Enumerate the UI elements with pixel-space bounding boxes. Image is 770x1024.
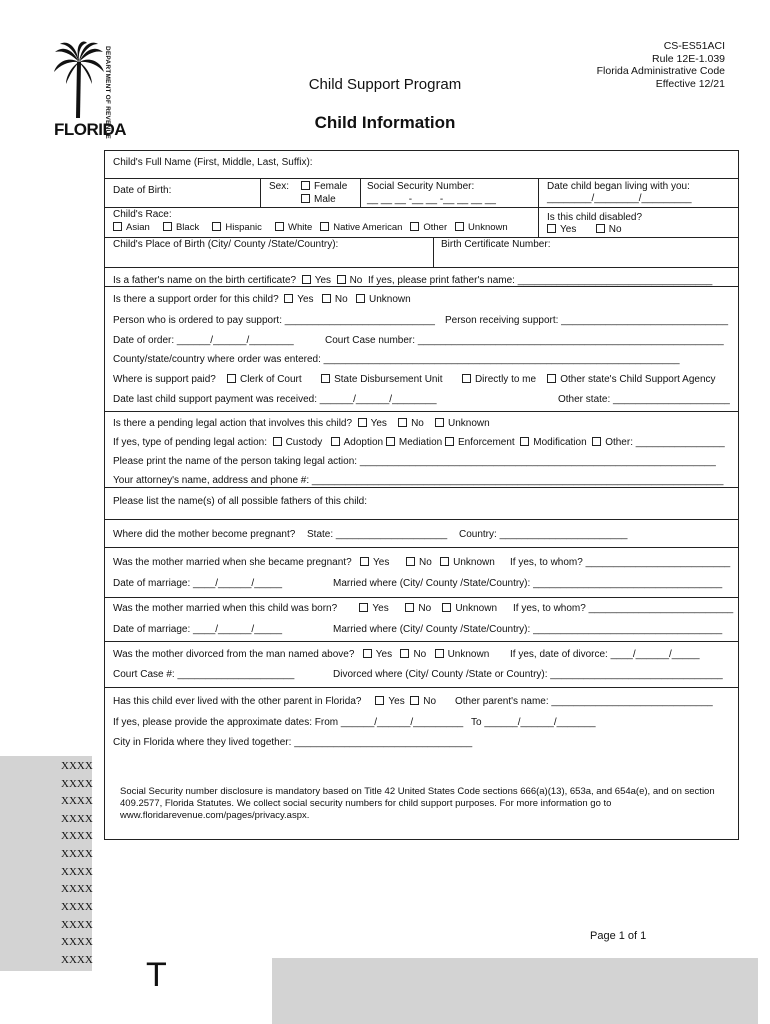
paid-clerk-option[interactable]: Clerk of Court: [227, 374, 302, 385]
checkbox-icon[interactable]: [375, 696, 384, 705]
side-mark: XXXX: [61, 760, 93, 772]
checkbox-icon[interactable]: [435, 649, 444, 658]
checkbox-icon[interactable]: [386, 437, 395, 446]
disabled-question: Is this child disabled?: [547, 212, 643, 223]
sex-label: Sex:: [269, 181, 290, 192]
race-white-option[interactable]: White: [275, 222, 312, 233]
support-order-no-option[interactable]: No: [322, 294, 348, 305]
disabled-options: [547, 224, 622, 235]
checkbox-icon[interactable]: [462, 374, 471, 383]
court-case-2-field[interactable]: Court Case #: _____________________: [113, 669, 295, 680]
checkbox-icon[interactable]: [359, 603, 368, 612]
pending-unknown-option[interactable]: Unknown: [435, 418, 490, 429]
pending-type-question: If yes, type of pending legal action: Custody Adoption Mediation Enforcement Modification Other: ________________: [113, 437, 725, 448]
father-yes-option[interactable]: Yes: [302, 275, 331, 286]
pending-mediation-option[interactable]: Mediation: [386, 437, 442, 448]
side-mark: XXXX: [61, 795, 93, 807]
checkbox-icon[interactable]: [547, 374, 556, 383]
checkbox-icon[interactable]: [284, 294, 293, 303]
checkbox-icon[interactable]: [113, 222, 122, 231]
date-of-marriage-1-field[interactable]: Date of marriage: ____/______/_____: [113, 578, 283, 589]
checkbox-icon[interactable]: [322, 294, 331, 303]
married-pregnant-question: Was the mother married when she became pregnant? Yes No Unknown: [113, 557, 495, 568]
paid-direct-option[interactable]: Directly to me: [462, 374, 536, 385]
checkbox-icon[interactable]: [363, 649, 372, 658]
paid-sdu-option[interactable]: State Disbursement Unit: [321, 374, 442, 385]
place-of-birth-field[interactable]: Child's Place of Birth (City/ County /State/Country):: [113, 239, 339, 250]
checkbox-icon[interactable]: [302, 275, 311, 284]
checkbox-icon[interactable]: [410, 696, 419, 705]
form-admin-code: Florida Administrative Code: [596, 65, 725, 77]
possible-fathers-field[interactable]: Please list the name(s) of all possible fathers of this child:: [113, 496, 368, 507]
side-mark: XXXX: [61, 901, 93, 913]
form-rule: Rule 12E-1.039: [652, 52, 725, 65]
side-mark-bar: [0, 756, 92, 971]
side-mark: XXXX: [61, 883, 93, 895]
side-mark: XXXX: [61, 778, 93, 790]
checkbox-icon[interactable]: [163, 222, 172, 231]
side-mark: XXXX: [61, 813, 93, 825]
race-asian-option[interactable]: Asian: [113, 222, 150, 233]
divorced-yes-option[interactable]: Yes: [363, 649, 392, 660]
checkbox-icon[interactable]: [445, 437, 454, 446]
married-pregnant-unknown-option[interactable]: Unknown: [440, 557, 495, 568]
checkbox-icon[interactable]: [455, 222, 464, 231]
checkbox-icon[interactable]: [405, 603, 414, 612]
support-order-yes-option[interactable]: Yes: [284, 294, 313, 305]
checkbox-icon[interactable]: [410, 222, 419, 231]
checkbox-icon[interactable]: [435, 418, 444, 427]
married-pregnant-whom-field[interactable]: If yes, to whom? __________________________: [510, 557, 731, 568]
race-black-option[interactable]: Black: [163, 222, 199, 233]
county-order-field[interactable]: County/state/country where order was entered: ________________________________________________________________: [113, 354, 680, 365]
checkbox-icon[interactable]: [301, 181, 310, 190]
pending-action-question: Is there a pending legal action that involves this child? Yes No Unknown: [113, 418, 490, 429]
father-name-question: Is a father's name on the birth certificate? Yes No If yes, please print father's name: ___________________________________: [113, 275, 713, 286]
race-native-american-option[interactable]: Native American: [320, 222, 402, 233]
lived-florida-question: Has this child ever lived with the other parent in Florida? Yes No: [113, 696, 437, 707]
side-mark: XXXX: [61, 936, 93, 948]
checkbox-icon[interactable]: [440, 557, 449, 566]
other-parent-name-field[interactable]: Other parent's name: _____________________________: [455, 696, 713, 707]
race-hispanic-option[interactable]: Hispanic: [212, 222, 261, 233]
checkbox-icon[interactable]: [301, 194, 310, 203]
support-order-unknown-option[interactable]: Unknown: [356, 294, 411, 305]
pending-modification-option[interactable]: Modification: [520, 437, 586, 448]
checkbox-icon[interactable]: [356, 294, 365, 303]
where-paid-question: Where is support paid? Clerk of Court State Disbursement Unit Directly to me Other state's Child Support Agency: [113, 374, 716, 385]
ordered-to-pay-field[interactable]: Person who is ordered to pay support: ___________________________: [113, 315, 435, 326]
father-name-field[interactable]: If yes, please print father's name: ___________________________________: [367, 275, 713, 286]
date-of-marriage-2-field[interactable]: Date of marriage: ____/______/_____: [113, 624, 283, 635]
dates-to-field[interactable]: To ______/______/_______: [471, 717, 596, 728]
date-of-order-field[interactable]: Date of order: ______/______/________: [113, 335, 294, 346]
program-name: Child Support Program: [308, 76, 462, 93]
form-effective: Effective 12/21: [655, 77, 725, 90]
married-where-2-field[interactable]: Married where (City/ County /State/Country): __________________________________: [333, 624, 723, 635]
full-name-field[interactable]: Child's Full Name (First, Middle, Last, Suffix):: [113, 157, 313, 168]
pending-yes-option[interactable]: Yes: [358, 418, 387, 429]
checkbox-icon[interactable]: [273, 437, 282, 446]
person-taking-action-field[interactable]: Please print the name of the person taking legal action: ________________________________________________________________: [113, 456, 716, 467]
footer-gray-box: [272, 958, 758, 1024]
date-living-field[interactable]: ________/________/_________: [547, 193, 692, 204]
page-title: Child Information: [314, 113, 456, 132]
race-label: Child's Race:: [113, 209, 172, 220]
dob-field[interactable]: Date of Birth:: [113, 185, 172, 196]
logo-florida-text: FLORIDA: [54, 120, 127, 139]
pending-enforcement-option[interactable]: Enforcement: [445, 437, 515, 448]
divorced-where-field[interactable]: Divorced where (City/ County /State or Country): _______________________________: [333, 669, 723, 680]
disabled-yes-option[interactable]: Yes: [547, 224, 576, 235]
married-born-unknown-option[interactable]: Unknown: [442, 603, 497, 614]
side-mark: XXXX: [61, 866, 93, 878]
divorced-question: Was the mother divorced from the man named above? Yes No Unknown: [113, 649, 490, 660]
checkbox-icon[interactable]: [337, 275, 346, 284]
married-pregnant-yes-option[interactable]: Yes: [360, 557, 389, 568]
court-case-number-field[interactable]: Court Case number: _______________________________________________________: [325, 335, 724, 346]
divorced-no-option[interactable]: No: [400, 649, 426, 660]
attorney-field[interactable]: Your attorney's name, address and phone #: __________________________________________________________________________: [113, 475, 724, 486]
checkbox-icon[interactable]: [592, 437, 601, 446]
pregnant-country-field[interactable]: Country: _______________________: [459, 529, 628, 540]
checkbox-icon[interactable]: [320, 222, 329, 231]
checkbox-icon[interactable]: [360, 557, 369, 566]
lived-yes-option[interactable]: Yes: [375, 696, 404, 707]
ssn-disclosure-note: Social Security number disclosure is mandatory based on Title 42 United States Code sections 666(a)(13), 653a, and 654a(e), and on section 409.2577, Florida Statutes. We collect social security numbers for child support purposes. For more information go to www.floridarevenue.com/pages/privacy.aspx.: [120, 786, 715, 821]
checkbox-icon[interactable]: [321, 374, 330, 383]
checkbox-icon[interactable]: [547, 224, 556, 233]
lived-no-option[interactable]: No: [410, 696, 436, 707]
other-state-field[interactable]: Other state: _____________________: [558, 394, 730, 405]
ssn-field[interactable]: __ __ __ -__ __ -__ __ __ __: [367, 194, 496, 205]
disabled-no-option[interactable]: No: [596, 224, 622, 235]
pregnant-state-field[interactable]: State: ____________________: [307, 529, 448, 540]
paid-other-state-option[interactable]: Other state's Child Support Agency: [547, 374, 715, 385]
department-text: DEPARTMENT OF REVENUE: [104, 46, 111, 139]
checkbox-icon[interactable]: [400, 649, 409, 658]
pending-adoption-option[interactable]: Adoption: [331, 437, 383, 448]
dates-from-field[interactable]: If yes, please provide the approximate dates: From ______/______/_________: [113, 717, 464, 728]
checkbox-icon[interactable]: [442, 603, 451, 612]
married-pregnant-no-option[interactable]: No: [406, 557, 432, 568]
city-lived-field[interactable]: City in Florida where they lived together: ________________________________: [113, 737, 473, 748]
date-living-label: Date child began living with you:: [547, 181, 690, 192]
side-mark: XXXX: [61, 954, 93, 966]
married-born-yes-option[interactable]: Yes: [359, 603, 388, 614]
checkbox-icon[interactable]: [358, 418, 367, 427]
support-order-question: Is there a support order for this child? Yes No Unknown: [113, 294, 411, 305]
father-no-option[interactable]: No: [337, 275, 363, 286]
divorce-date-field[interactable]: If yes, date of divorce: ____/______/_____: [510, 649, 700, 660]
footer-mark: T: [146, 956, 167, 994]
race-unknown-option[interactable]: Unknown: [455, 222, 508, 233]
form-code: CS-ES51ACI: [663, 40, 725, 52]
race-options: [113, 222, 508, 233]
child-information-form: [104, 150, 739, 840]
checkbox-icon[interactable]: [398, 418, 407, 427]
pending-other-option[interactable]: Other: ________________: [592, 437, 725, 448]
ssn-label: Social Security Number:: [367, 181, 475, 192]
checkbox-icon[interactable]: [406, 557, 415, 566]
married-born-question: Was the mother married when this child was born? Yes No Unknown: [113, 603, 498, 614]
checkbox-icon[interactable]: [520, 437, 529, 446]
sex-male-option[interactable]: Male: [301, 194, 336, 205]
side-mark: XXXX: [61, 919, 93, 931]
pregnant-where-label: Where did the mother become pregnant?: [113, 529, 296, 540]
race-other-option[interactable]: Other: [410, 222, 447, 233]
checkbox-icon[interactable]: [331, 437, 340, 446]
pending-custody-option[interactable]: Custody: [273, 437, 323, 448]
married-born-no-option[interactable]: No: [405, 603, 431, 614]
receiving-support-field[interactable]: Person receiving support: ______________________________: [445, 315, 729, 326]
page-number: Page 1 of 1: [590, 930, 647, 942]
checkbox-icon[interactable]: [596, 224, 605, 233]
divorced-unknown-option[interactable]: Unknown: [435, 649, 490, 660]
checkbox-icon[interactable]: [227, 374, 236, 383]
checkbox-icon[interactable]: [212, 222, 221, 231]
married-where-1-field[interactable]: Married where (City/ County /State/Country): __________________________________: [333, 578, 723, 589]
side-mark: XXXX: [61, 848, 93, 860]
checkbox-icon[interactable]: [275, 222, 284, 231]
married-born-whom-field[interactable]: If yes, to whom? __________________________: [513, 603, 734, 614]
pending-no-option[interactable]: No: [398, 418, 424, 429]
birth-certificate-field[interactable]: Birth Certificate Number:: [441, 239, 551, 250]
last-payment-field[interactable]: Date last child support payment was received: ______/______/________: [113, 394, 437, 405]
side-mark: XXXX: [61, 830, 93, 842]
sex-female-option[interactable]: Female: [301, 181, 347, 192]
